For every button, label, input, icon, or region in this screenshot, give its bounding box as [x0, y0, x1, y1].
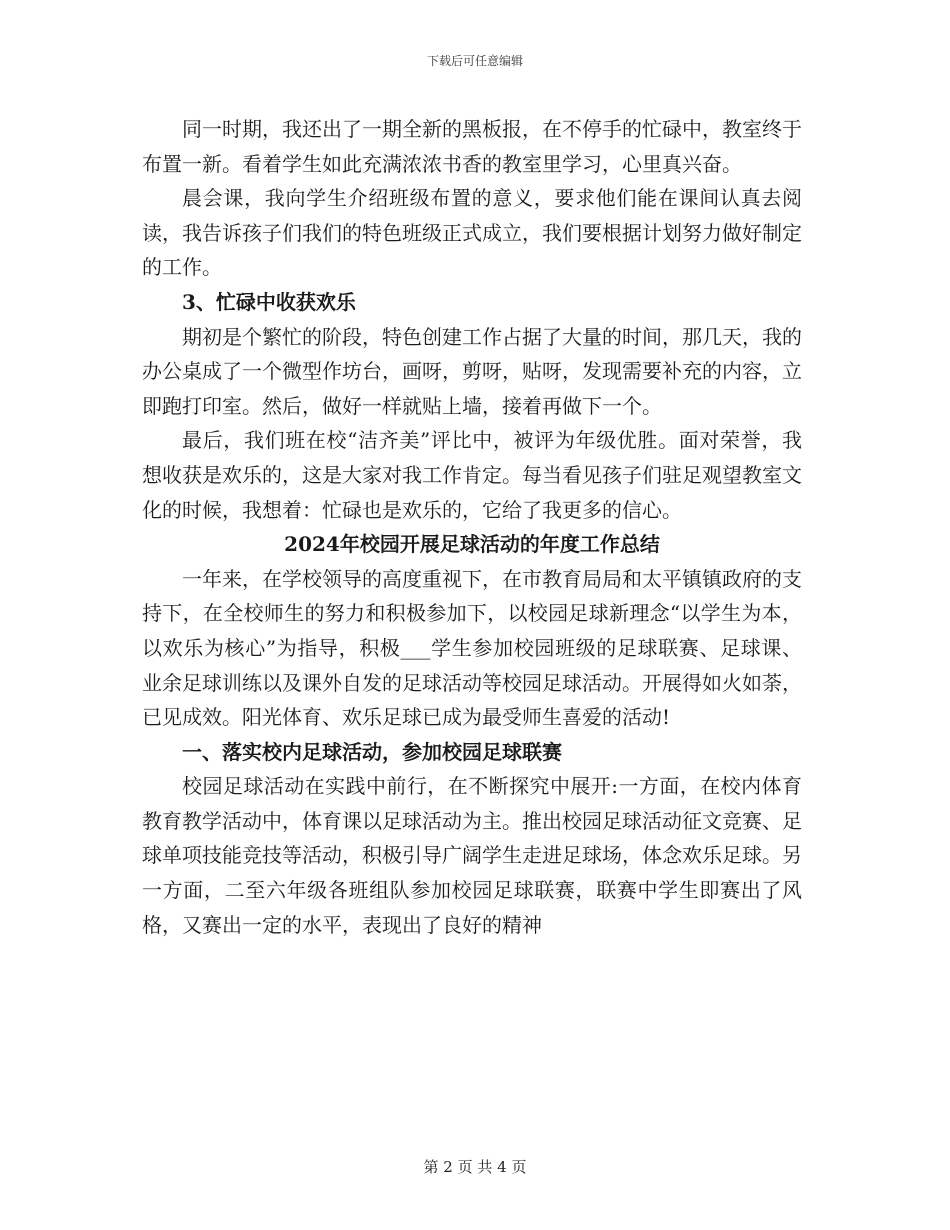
paragraph-blackboard: 同一时期，我还出了一期全新的黑板报，在不停手的忙碌中，教室终于布置一新。看着学生如此充满浓浓书香的教室里学习，心里真兴奋。: [142, 117, 802, 176]
paragraph-morning-class: 晨会课，我向学生介绍班级布置的意义，要求他们能在课间认真去阅读，我告诉孩子们我们的特色班级正式成立，我们要根据计划努力做好制定的工作。: [142, 186, 802, 280]
section-heading-football-league: 一、落实校内足球活动，参加校园足球联赛: [182, 739, 562, 764]
document-body: [142, 112, 802, 942]
paragraph-football-activities: 校园足球活动在实践中前行，在不断探究中展开:一方面，在校内体育教育教学活动中，体育课以足球活动为主。推出校园足球活动征文竞赛、足球单项技能竞技等活动，积极引导广阔学生走进足球场，体念欢乐足球。另一方面，二至六年级各班组队参加校园足球联赛，联赛中学生即赛出了风格，又赛出一定的水平，表现出了良好的精神: [142, 774, 802, 937]
page-header-note: 下载后可任意编辑: [426, 54, 523, 68]
paragraph-busy-period: 期初是个繁忙的阶段，特色创建工作占据了大量的时间，那几天，我的办公桌成了一个微型作坊台，画呀，剪呀，贴呀，发现需要补充的内容，立即跑打印室。然后，做好一样就贴上墙，接着再做下一个。: [142, 324, 802, 418]
document-title: 2024年校园开展足球活动的年度工作总结: [284, 532, 660, 557]
paragraph-honor: 最后，我们班在校“洁齐美”评比中，被评为年级优胜。面对荣誉，我想收获是欢乐的，这是大家对我工作肯定。每当看见孩子们驻足观望教室文化的时候，我想着：忙碌也是欢乐的，它给了我更多的信心。: [142, 428, 802, 522]
paragraph-year-summary: 一年来，在学校领导的高度重视下，在市教育局局和太平镇镇政府的支持下，在全校师生的努力和积极参加下，以校园足球新理念“以学生为本，以欢乐为核心”为指导，积极___学生参加校园班级的足球联赛、足球课、业余足球训练以及课外自发的足球活动等校园足球活动。开展得如火如荼，已见成效。阳光体育、欢乐足球已成为最受师生喜爱的活动!: [142, 566, 802, 730]
section-heading-busy-joy: 3、忙碌中收获欢乐: [182, 289, 356, 314]
page-number: 第 2 页 共 4 页: [423, 1158, 527, 1176]
